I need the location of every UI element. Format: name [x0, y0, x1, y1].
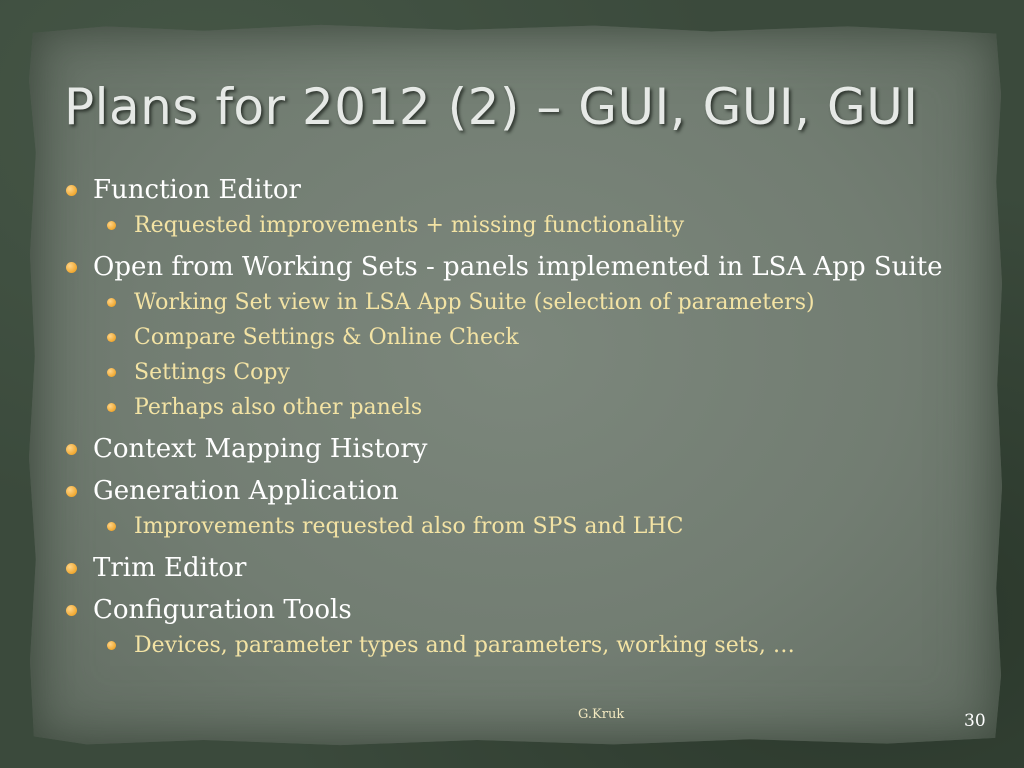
sub-bullet-text: Working Set view in LSA App Suite (selection of parameters) [134, 290, 815, 315]
bullet-text: Trim Editor [93, 553, 247, 583]
bullet-icon [66, 563, 77, 574]
sub-bullet-text: Improvements requested also from SPS and LHC [134, 514, 684, 539]
sub-bullet-item [62, 509, 992, 544]
page-number: 30 [964, 711, 986, 731]
bullet-text: Open from Working Sets - panels implemented in LSA App Suite [93, 252, 943, 282]
bullet-item-trim-editor [62, 550, 992, 586]
bullet-icon [107, 641, 116, 650]
bullet-text: Configuration Tools [93, 595, 352, 625]
bullet-text: Generation Application [93, 476, 399, 506]
bullet-icon [66, 605, 77, 616]
bullet-icon [107, 333, 116, 342]
sub-bullet-text: Perhaps also other panels [134, 395, 423, 420]
bullet-list [62, 172, 992, 663]
sub-bullet-item [62, 285, 992, 320]
sub-bullet-item [62, 355, 992, 390]
bullet-icon [107, 368, 116, 377]
sub-bullet-text: Requested improvements + missing functionality [134, 213, 685, 238]
bullet-text: Function Editor [93, 175, 301, 205]
sub-bullet-text: Devices, parameter types and parameters, working sets, … [134, 633, 795, 658]
bullet-item-function-editor [62, 172, 992, 208]
bullet-icon [66, 444, 77, 455]
bullet-icon [107, 221, 116, 230]
bullet-icon [66, 185, 77, 196]
sub-bullet-text: Settings Copy [134, 360, 290, 385]
sub-bullet-item [62, 208, 992, 243]
footer-author: G.Kruk [578, 707, 625, 722]
sub-bullet-item [62, 390, 992, 425]
sub-bullet-item [62, 320, 992, 355]
bullet-icon [107, 403, 116, 412]
bullet-item-configuration-tools [62, 592, 992, 628]
bullet-item-open-from-working-sets [62, 249, 992, 285]
sub-bullet-text: Compare Settings & Online Check [134, 325, 519, 350]
slide-title: Plans for 2012 (2) – GUI, GUI, GUI [64, 78, 919, 136]
bullet-item-context-mapping-history [62, 431, 992, 467]
bullet-item-generation-application [62, 473, 992, 509]
bullet-icon [66, 486, 77, 497]
bullet-icon [107, 298, 116, 307]
bullet-icon [107, 522, 116, 531]
bullet-icon [66, 262, 77, 273]
sub-bullet-item [62, 628, 992, 663]
bullet-text: Context Mapping History [93, 434, 428, 464]
